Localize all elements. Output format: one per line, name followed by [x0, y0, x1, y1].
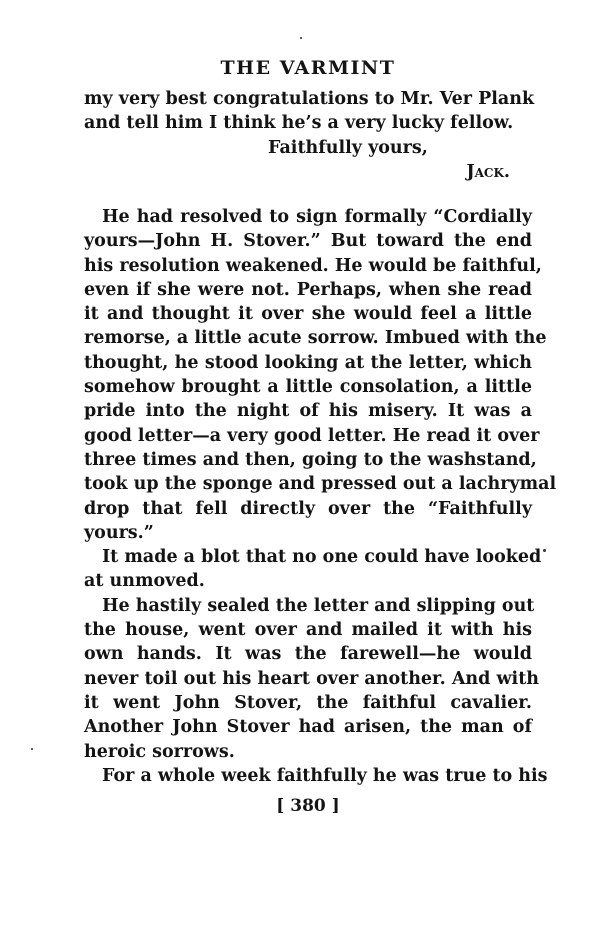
text-line: took up the sponge and pressed out a lachrymal [84, 474, 557, 495]
scan-speck [31, 748, 33, 750]
scan-speck [543, 549, 546, 552]
letter-signature: Jack. [466, 161, 510, 182]
paragraph [84, 545, 542, 594]
text-line: good letter—a very good letter. He read it over [84, 425, 540, 446]
running-head: THE VARMINT [220, 57, 396, 79]
text-line: yours.” [84, 522, 154, 543]
text-line: thought, he stood looking at the letter, which [84, 352, 532, 373]
paragraph [84, 764, 548, 788]
letter-line: my very best congratulations to Mr. Ver Plank [84, 89, 535, 109]
text-line: drop that fell directly over the “Faithfully [84, 498, 532, 519]
scan-speck [300, 37, 302, 39]
letter-closing: Faithfully yours, [268, 137, 428, 158]
text-line: pride into the night of his misery. It was a [84, 401, 532, 422]
text-line: at unmoved. [84, 571, 205, 592]
text-line: He had resolved to sign formally “Cordially [102, 207, 532, 227]
text-line: his resolution weakened. He would be faithful, [84, 255, 542, 276]
text-line: own hands. It was the farewell—he would [84, 644, 532, 665]
letter-excerpt [84, 87, 535, 184]
text-line: never toil out his heart over another. And with [84, 668, 540, 689]
text-line: heroic sorrows. [84, 741, 235, 762]
paragraph [84, 594, 540, 764]
text-line: the house, went over and mailed it with his [84, 620, 532, 641]
text-line: remorse, a little acute sorrow. Imbued with the [84, 328, 547, 349]
text-line: even if she were not. Perhaps, when she read [84, 279, 532, 300]
text-line: it and thought it over she would feel a little [84, 304, 532, 325]
text-line: three times and then, going to the washstand, [84, 449, 537, 470]
text-line: For a whole week faithfully he was true to his [102, 765, 548, 786]
text-line: Another John Stover had arisen, the man of [84, 717, 532, 738]
paragraph [84, 205, 557, 545]
text-line: He hastily sealed the letter and slipping out [102, 595, 535, 616]
body-text [84, 205, 557, 788]
letter-line: and tell him I think he’s a very lucky fellow. [84, 113, 514, 134]
page-number: [ 380 ] [276, 796, 340, 816]
text-line: somehow brought a little consolation, a little [84, 377, 532, 398]
text-line: It made a blot that no one could have looked [102, 547, 542, 568]
text-line: it went John Stover, the faithful cavalier. [84, 692, 532, 713]
text-line: yours—John H. Stover.” But toward the end [84, 231, 532, 252]
